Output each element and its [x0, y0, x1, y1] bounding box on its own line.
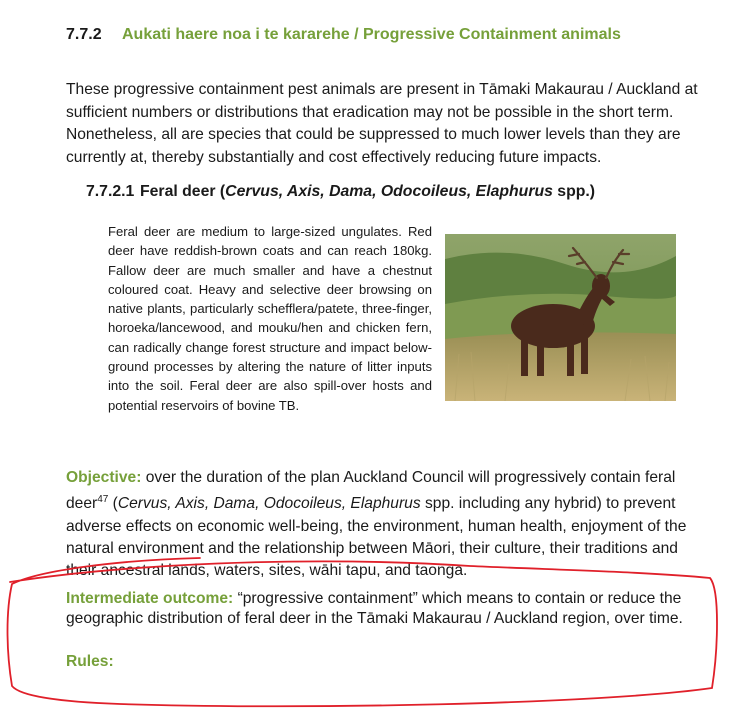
deer-photo [445, 234, 676, 401]
objective-text-3: spp. including any hybrid) to prevent adverse effects on economic well-being, the environment, human health, enjoyment of the natural environment and the relationship between Māori, their culture, their traditions and their ancestral lands, waters, sites, wāhi tapu, and taonga. [66, 495, 687, 579]
section-title: Aukati haere noa i te kararehe / Progressive Containment animals [122, 26, 621, 43]
subsection-title-prefix: Feral deer ( [140, 183, 226, 200]
subsection-heading [86, 183, 595, 201]
objective-label: Objective: [66, 469, 142, 486]
deer-description: Feral deer are medium to large-sized ungulates. Red deer have reddish-brown coats and can reach 180kg. Fallow deer are much smaller and have a chestnut coloured coat. Heavy and selective deer browsing on native plants, particularly schefflera/patete, three-finger, horoeka/lancewood, and mouku/hen and chicken fern, can radically change forest structure and impact below-ground processes by altering the nature of litter inputs into the soil. Feral deer are also spill-over hosts and potential reservoirs of bovine TB. [108, 224, 432, 413]
objective-paragraph [66, 467, 712, 582]
subsection-title-species: Cervus, Axis, Dama, Odocoileus, Elaphurus [225, 183, 553, 200]
intermediate-outcome-paragraph [66, 589, 712, 629]
footnote-ref-47[interactable]: 47 [97, 494, 109, 506]
section-heading [66, 26, 621, 44]
intermediate-outcome-text: “progressive containment” which means to contain or reduce the geographic distribution of feral deer in the Tāmaki Makaurau / Auckland region, over time. [66, 590, 683, 627]
rules-label: Rules: [66, 653, 114, 670]
objective-text-2: ( [108, 495, 118, 513]
section-number: 7.7.2 [66, 26, 102, 43]
subsection-number: 7.7.2.1 [86, 183, 135, 200]
objective-species: Cervus, Axis, Dama, Odocoileus, Elaphurus [117, 495, 421, 513]
objective-text-1: over the duration of the plan Auckland Council will progressively contain feral deer [66, 469, 676, 513]
intermediate-outcome-label: Intermediate outcome: [66, 590, 234, 607]
subsection-title-suffix: spp.) [552, 183, 596, 200]
intro-paragraph: These progressive containment pest animals are present in Tāmaki Makaurau / Auckland at sufficient numbers or distributions that eradication may not be possible in the short term. Nonetheless, all are species that could be suppressed to much lower levels than they are currently at, thereby substantially and cost effectively reducing future impacts. [66, 81, 698, 166]
